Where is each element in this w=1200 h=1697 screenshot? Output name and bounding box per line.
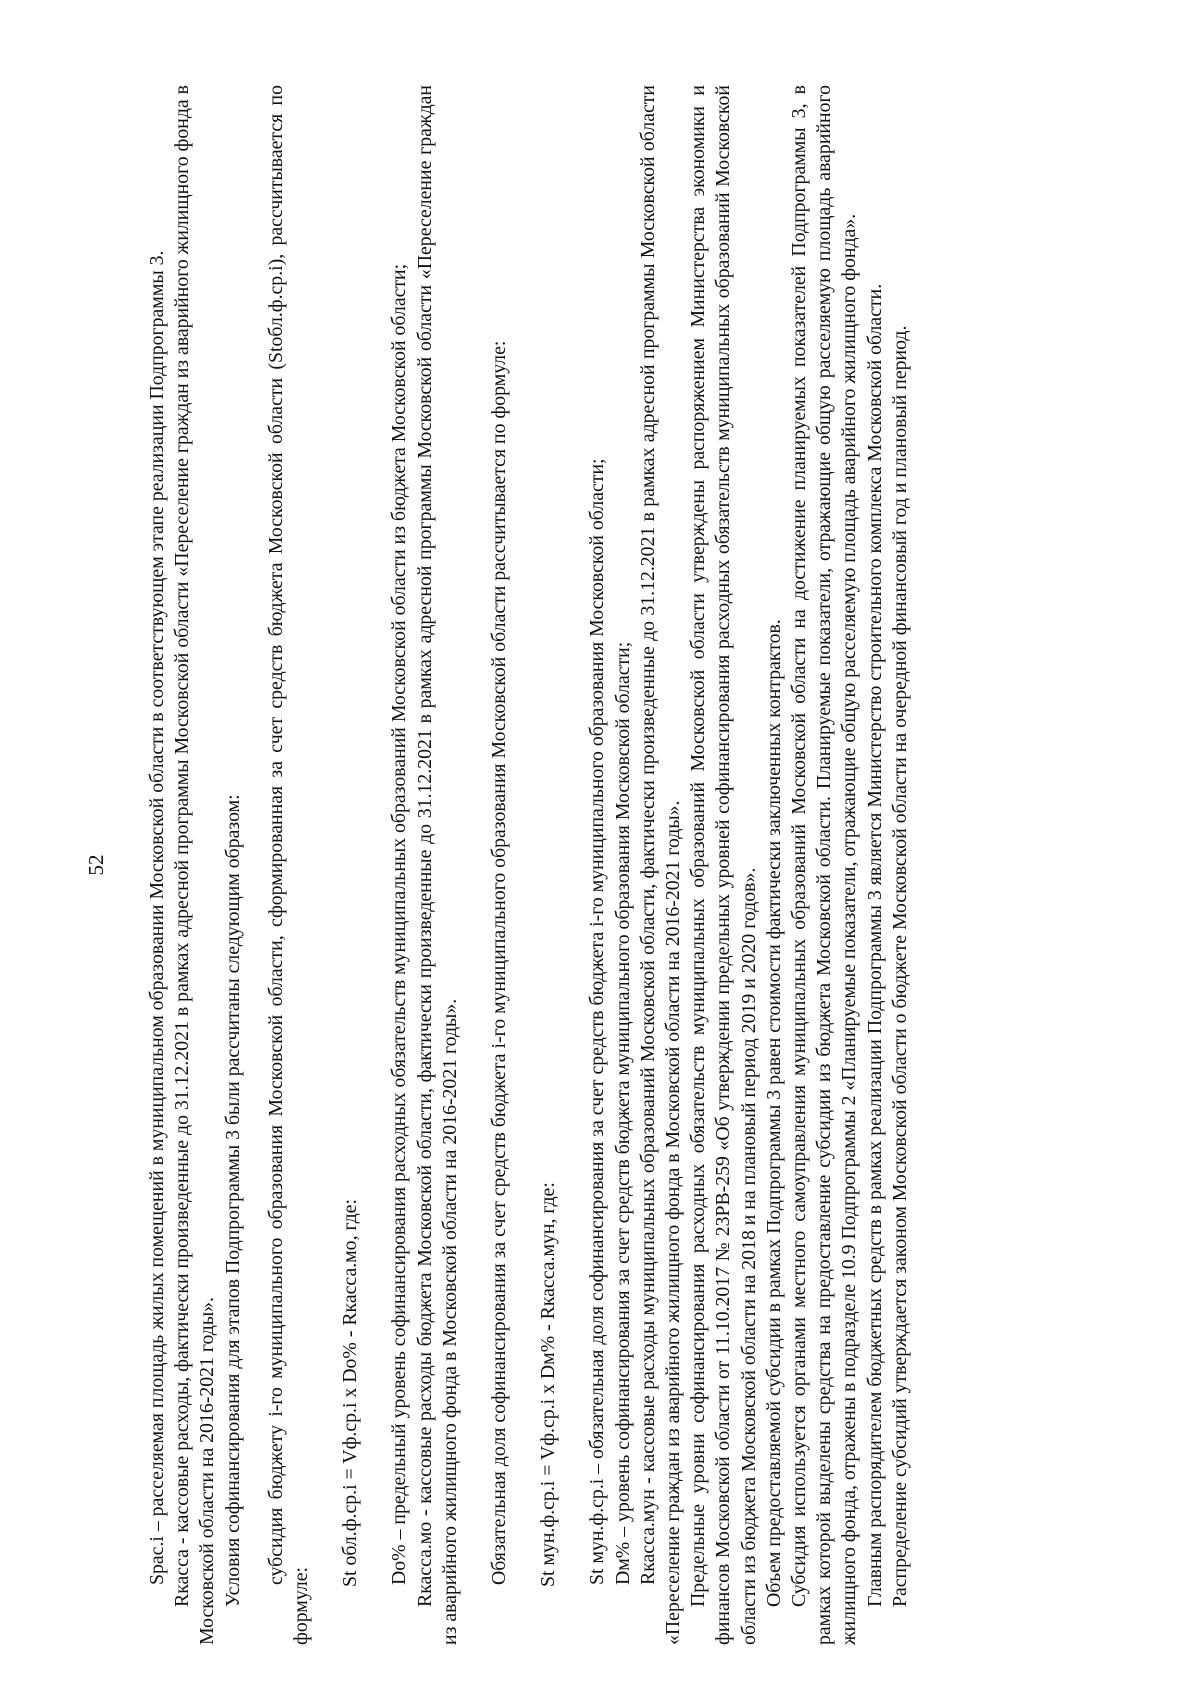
paragraph-limit-levels: Предельные уровни софинансирования расходных обязательств муниципальных образований Московской области утверждены распоряжением Министерства экономики и финансов Московской области от 11.10.2017 № 23РВ-259 «Об утверждении предельных уровней софинансирования расходных обязательств муниципальных образований Московской области из бюджета Московской области на 2018 и на плановый период 2019 и 2020 годов». (687, 85, 760, 1645)
spacer (363, 85, 387, 1645)
spacer (512, 85, 536, 1645)
spacer (246, 85, 264, 1645)
paragraph-rkassa-mo: Rкасса.мо - кассовые расходы бюджета Московской области, фактически произведенные до 31.12.2021 в рамках адресной программы Московской области «Переселение граждан из аварийного жилищного фонда в Московской области на 2016-2021 годы». (413, 85, 461, 1645)
formula-st-obl: St обл.ф.ср.i = Vф.ср.i x Dо% - Rкасса.мо, где: (339, 1199, 362, 1587)
rotated-page (85, 85, 1125, 1645)
page-body (145, 85, 913, 1645)
paragraph-dm-percent: Dм% – уровень софинансирования за счет средств бюджета муниципального образования Московской области; (611, 641, 634, 1585)
paragraph-subsidy-volume: Объем предоставляемой субсидии в рамках Подпрограммы 3 равен стоимости фактически заключенных контрактов. (762, 619, 785, 1607)
paragraph-obligatory-share: Обязательная доля софинансирования за счет средств бюджета i-го муниципального образования Московской области рассчитывается по формуле: (488, 340, 511, 1585)
spacer (561, 85, 585, 1645)
paragraph-subsidy: субсидия бюджету i-го муниципального образования Московской области, сформированная за счет средств бюджета Московской области (Stобл.ф.ср.i), рассчитывается по формуле: (264, 85, 313, 1645)
paragraph-st-mun: St мун.ф.ср.i – обязательная доля софинансирования за счет средств бюджета i-го муниципального образования Московской области; (586, 458, 609, 1585)
paragraph-spac: Spac.i – расселяемая площадь жилых помещений в муниципальном образовании Московской области в соответствующем этапе реализации Подпрограммы 3. (146, 250, 168, 1585)
paragraph-conditions: Условия софинансирования для этапов Подпрограммы 3 были рассчитаны следующим образом: (221, 794, 244, 1607)
paragraph-subsidy-usage: Субсидия используется органами местного самоуправления муниципальных образований Московской области на достижение планируемых показателей Подпрограммы 3, в рамках которой выделены средства на предоставление субсидии из бюджета Московской области. Планируемые показатели, отражающие общую расселяемую площадь аварийного жилищного фонда, отражены в подразделе 10.9 Подпрограммы 2 «Планируемые показатели, отражающие общую расселяемую площадь аварийного жилищного фонда». (788, 85, 861, 1645)
spacer (463, 85, 487, 1645)
spacer (314, 85, 338, 1645)
page-number: 52 (84, 854, 108, 876)
formula-st-mun: St мун.ф.ср.i = Vф.ср.i x Dм% - Rкасса.мун, где: (537, 1182, 560, 1587)
paragraph-do-percent: Dо% – предельный уровень софинансирования расходных обязательств муниципальных образований Московской области из бюджета Московской области; (388, 263, 411, 1585)
paragraph-main-manager: Главным распорядителем бюджетных средств в рамках реализации Подпрограммы 3 является Министерство строительного комплекса Московской области. (863, 283, 886, 1607)
paragraph-rkassa: Rкасса - кассовые расходы, фактически произведенные до 31.12.2021 в рамках адресной программы Московской области «Переселение граждан из аварийного жилищного фонда в Московской области на 2016-2021 годы». (171, 85, 219, 1645)
paragraph-distribution: Распределение субсидий утверждается законом Московской области о бюджете Московской области на очередной финансовый год и плановый период. (888, 325, 911, 1607)
paragraph-rkassa-mun: Rкасса.мун - кассовые расходы муниципальных образований Московской области, фактически произведенные до 31.12.2021 в рамках адресной программы Московской области «Переселение граждан из аварийного жилищного фонда в Московской области на 2016-2021 годы». (636, 85, 685, 1645)
